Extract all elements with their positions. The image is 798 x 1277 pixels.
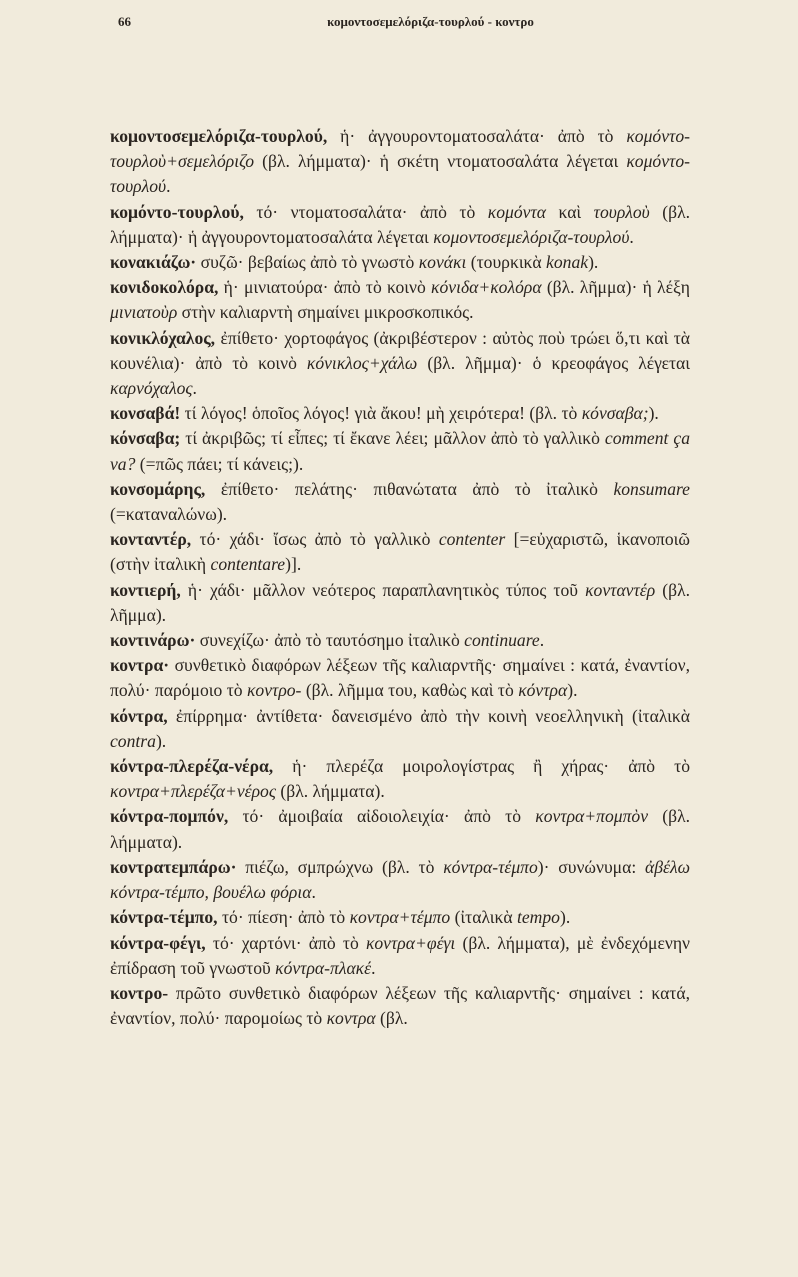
dictionary-entry	[110, 477, 690, 527]
entry-text: ἐπίρρημα· ἀντίθετα· δανεισμένο ἀπὸ τὴν κοινὴ νεοελληνικὴ (ἰταλικὰ	[167, 705, 690, 726]
headword: κόντρα-πομπόν,	[110, 806, 229, 827]
headword: κονσαβά!	[110, 403, 181, 424]
italic-term: μινιατοὺρ	[110, 302, 178, 323]
italic-term: τουρλοὺ	[593, 201, 650, 222]
entry-text: [=εὐχαριστῶ, ἱκανοποιῶ (στὴν ἰταλικὴ	[110, 529, 690, 575]
dictionary-entry	[110, 527, 690, 577]
entry-text: ).	[648, 403, 659, 424]
italic-term: κοντρα+φέγι	[365, 932, 456, 953]
dictionary-entry	[110, 653, 690, 703]
dictionary-entry	[110, 804, 690, 854]
entry-text: καὶ	[546, 201, 594, 222]
dictionary-entry	[110, 628, 690, 653]
entry-text: )].	[285, 554, 302, 575]
entry-text: (βλ. λήμματα).	[110, 806, 691, 852]
entry-text: )· συνώνυμα:	[537, 856, 646, 877]
entry-text: (βλ. λῆμμα).	[110, 579, 691, 625]
dictionary-entry	[110, 200, 690, 250]
italic-term: κόνικλος+χάλω	[306, 352, 418, 373]
entry-text: (βλ. λῆμμα)· ἡ λέξη	[541, 277, 691, 298]
italic-term: καρνόχαλος	[110, 378, 193, 399]
italic-term: κοντρα+πλερέζα+νέρος	[110, 781, 276, 802]
entry-text: συνεχίζω· ἀπὸ τὸ ταυτόσημο ἰταλικὸ	[195, 630, 465, 651]
entry-text: (βλ. λήμματα)· ἡ σκέτη ντοματοσαλάτα λέγεται	[254, 151, 627, 172]
headword: κόντρα-τέμπο,	[110, 907, 218, 928]
italic-term: contentare	[210, 554, 286, 575]
entry-text: (=πῶς πάει; τί κάνεις;).	[135, 453, 304, 474]
headword: κόντρα-φέγι,	[110, 932, 206, 953]
entry-text: τό· πίεση· ἀπὸ τὸ	[217, 907, 350, 928]
dictionary-entry	[110, 426, 690, 476]
headword: κοντρα·	[110, 655, 170, 676]
entry-text: ἐπίθετο· χορτοφάγος (ἀκριβέστερον : αὐτὸς ποὺ τρώει ὅ,τι καὶ τὰ κουνέλια)· ἀπὸ τὸ κοινὸ	[110, 327, 690, 373]
headword: κονσομάρης,	[110, 478, 206, 499]
page-header	[118, 14, 743, 36]
entry-text: στὴν καλιαρντὴ σημαίνει μικροσκοπικός.	[177, 302, 474, 323]
entry-text: .	[371, 957, 376, 978]
page-number: 66	[118, 14, 131, 29]
italic-term: κόντρα	[518, 680, 568, 701]
entry-text: (βλ. λῆμμα του, καθὼς καὶ τὸ	[301, 680, 519, 701]
italic-term: konsumare	[613, 478, 690, 499]
entry-text: τό· χαρτόνι· ἀπὸ τὸ	[205, 932, 366, 953]
italic-term: tempo	[516, 907, 560, 928]
italic-term: comment ça va?	[110, 428, 691, 474]
italic-term: κόντρα-πλακέ	[275, 957, 372, 978]
entry-text: τό· ἀμοιβαία αἰδοιολειχία· ἀπὸ τὸ	[228, 806, 536, 827]
entry-text: ἡ· χάδι· μᾶλλον νεότερος παραπλανητικὸς τύπος τοῦ	[180, 579, 586, 600]
entry-text: (βλ. λήμματα), μὲ ἐνδεχόμενην ἐπίδραση τοῦ γνωστοῦ	[110, 932, 690, 978]
dictionary-entry	[110, 250, 690, 275]
headword: κόνσαβα;	[110, 428, 181, 449]
entry-text: (τουρκικὰ	[466, 252, 547, 273]
dictionary-entry	[110, 981, 690, 1031]
entry-text: .	[192, 378, 197, 399]
entry-text: τό· ντοματοσαλάτα· ἀπὸ τὸ	[243, 201, 488, 222]
entry-text: (βλ. λῆμμα)· ὁ κρεοφάγος λέγεται	[417, 352, 690, 373]
entry-text: .	[166, 176, 171, 197]
italic-term: κομόντα	[487, 201, 546, 222]
headword: κονιδοκολόρα,	[110, 277, 219, 298]
entry-text: ).	[567, 680, 578, 701]
headword: κομοντοσεμελόριζα-τουρλού,	[110, 126, 328, 146]
dictionary-entry	[110, 704, 690, 754]
italic-term: κόνσαβα;	[581, 403, 649, 424]
headword: κόντρα,	[110, 705, 168, 726]
dictionary-entry	[110, 275, 690, 325]
headword: κοντρο-	[110, 982, 169, 1003]
entry-text: .	[539, 630, 545, 651]
headword: κονταντέρ,	[110, 529, 192, 550]
entry-text: πιέζω, σμπρώχνω (βλ. τὸ	[236, 856, 444, 877]
dictionary-entry	[110, 401, 690, 426]
italic-term: κοντρα+τέμπο	[349, 907, 451, 928]
italic-term: konak	[546, 252, 589, 273]
dictionary-entry	[110, 855, 690, 905]
entry-text: συνθετικὸ διαφόρων λέξεων τῆς καλιαρντῆς· σημαίνει : κατά, ἐναντίον, πολύ· παρόμοιο τὸ	[110, 655, 690, 701]
dictionary-entry	[110, 931, 690, 981]
headword: κοντιερή,	[110, 579, 181, 600]
entry-text: ἡ· ἀγγουροντοματοσαλάτα· ἀπὸ τὸ	[327, 126, 627, 146]
italic-term: contra	[110, 730, 156, 751]
entry-text: ).	[588, 252, 599, 273]
italic-term: κομοντοσεμελόριζα-τουρλού	[433, 226, 630, 247]
entry-text: πρῶτο συνθετικὸ διαφόρων λέξεων τῆς καλιαρντῆς· σημαίνει : κατά, ἐναντίον, πολύ· παρομοίως τὸ	[110, 982, 690, 1029]
entry-text: (βλ. λήμματα).	[276, 781, 385, 802]
italic-term: continuare	[464, 630, 540, 651]
dictionary-entry	[110, 578, 690, 628]
italic-term: ἀβέλω κόντρα-τέμπο, βουέλω φόρια	[110, 856, 690, 903]
entry-text: τό· χάδι· ἴσως ἀπὸ τὸ γαλλικὸ	[191, 529, 439, 550]
running-head: κομοντοσεμελόριζα-τουρλού - κοντρο	[327, 14, 534, 29]
entry-text: (βλ.	[375, 1008, 408, 1029]
dictionary-entries	[110, 124, 690, 1031]
entry-text: ἐπίθετο· πελάτης· πιθανώτατα ἀπὸ τὸ ἰταλικὸ	[205, 478, 614, 499]
italic-term: κόνιδα+κολόρα	[431, 277, 542, 298]
headword: κοντρατεμπάρω·	[110, 856, 237, 877]
entry-text: (βλ. λήμματα)· ἡ ἀγγουροντοματοσαλάτα λέγεται	[110, 201, 690, 247]
entry-text: ἡ· μινιατούρα· ἀπὸ τὸ κοινὸ	[218, 277, 432, 298]
dictionary-entry	[110, 326, 690, 402]
headword: κόντρα-πλερέζα-νέρα,	[110, 756, 274, 777]
entry-text: τί λόγος! ὁποῖος λόγος! γιὰ ἄκου! μὴ χειρότερα! (βλ. τὸ	[180, 403, 582, 424]
italic-term: κοντρα+πομπὸν	[535, 806, 649, 827]
italic-term: κομόντο-τουρλοὺ+σεμελόριζο	[110, 126, 690, 172]
entry-text: ἡ· πλερέζα μοιρολογίστρας ἢ χήρας· ἀπὸ τὸ	[273, 756, 690, 777]
entry-text: (ἰταλικὰ	[450, 907, 517, 928]
entry-text: .	[311, 882, 316, 903]
headword: κονικλόχαλος,	[110, 327, 216, 348]
headword: κομόντο-τουρλού,	[110, 201, 244, 222]
dictionary-entry	[110, 124, 690, 200]
entry-text: ).	[155, 730, 167, 751]
italic-term: κονταντέρ	[585, 579, 656, 600]
italic-term: κόντρα-τέμπο	[443, 856, 538, 877]
headword: κονακιάζω·	[110, 252, 197, 273]
italic-term: κοντρα	[326, 1008, 376, 1029]
entry-text: τί ἀκριβῶς; τί εἶπες; τί ἔκανε λέει; μᾶλλον ἀπὸ τὸ γαλλικὸ	[180, 428, 605, 449]
italic-term: contenter	[438, 529, 506, 550]
entry-text: .	[629, 226, 634, 247]
entry-text: ).	[559, 907, 571, 928]
italic-term: κοντρο-	[246, 680, 302, 701]
italic-term: κομόντο-τουρλού	[110, 151, 690, 197]
entry-text: συζῶ· βεβαίως ἀπὸ τὸ γνωστὸ	[196, 252, 419, 273]
dictionary-entry	[110, 754, 690, 804]
headword: κοντινάρω·	[110, 630, 196, 651]
entry-text: (=καταναλώνω).	[110, 504, 228, 525]
italic-term: κονάκι	[418, 252, 467, 273]
dictionary-entry	[110, 905, 690, 930]
